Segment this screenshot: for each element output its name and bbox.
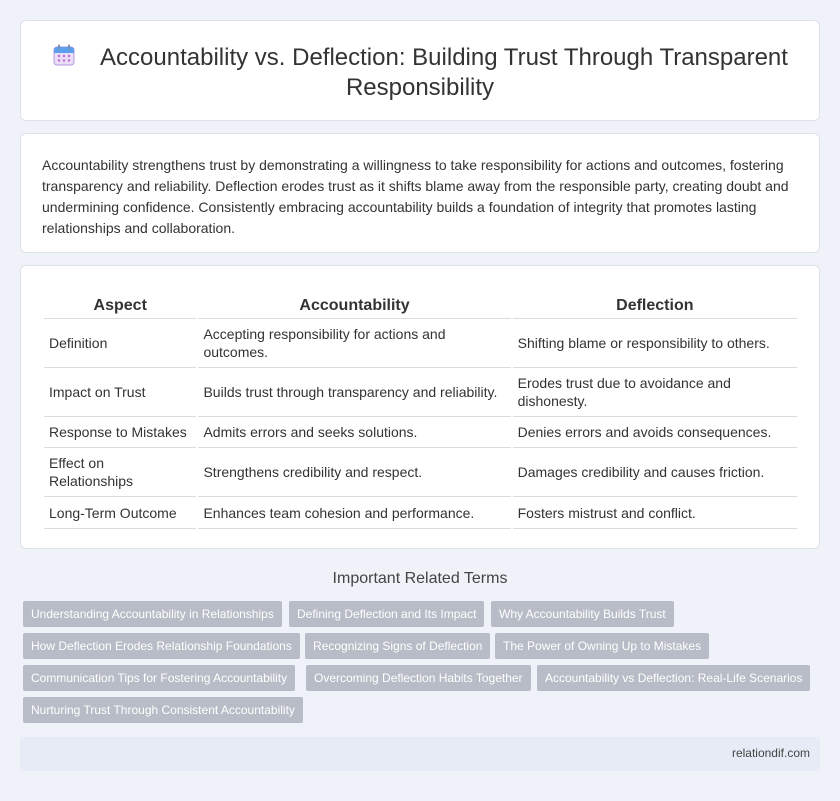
site-name[interactable]: relationdif.com <box>731 746 810 760</box>
intro-card <box>20 133 820 253</box>
page-title <box>21 43 819 103</box>
table-cell: Definition <box>44 319 196 368</box>
table-row <box>44 368 797 417</box>
related-term-link[interactable]: Recognizing Signs of Deflection <box>305 633 490 659</box>
calendar-icon <box>52 43 76 67</box>
table-cell: Response to Mistakes <box>44 417 196 448</box>
table-cell: Fosters mistrust and conflict. <box>513 497 797 529</box>
related-terms-title: Important Related Terms <box>332 570 508 587</box>
intro-paragraph: Accountability strengthens trust by demonstrating a willingness to take responsibility for actions and outcomes, fostering transparency and reliability. Deflection erodes trust as it shifts blame away from the responsible party, creating doubt and undermining confidence. Consistently embracing accountability builds a foundation of integrity that promotes lasting relationships and collaboration. <box>42 157 789 236</box>
footer <box>20 737 820 771</box>
table-cell: Accepting responsibility for actions and outcomes. <box>198 319 510 368</box>
page-title-text: Accountability vs. Deflection: Building Trust Through Transparent Responsibility <box>100 44 788 101</box>
related-term-link[interactable]: Overcoming Deflection Habits Together <box>306 665 531 691</box>
related-term-link[interactable]: The Power of Owning Up to Mistakes <box>495 633 709 659</box>
table-cell: Erodes trust due to avoidance and dishonesty. <box>513 368 797 417</box>
table-cell: Strengthens credibility and respect. <box>198 448 510 497</box>
related-term-link[interactable]: Why Accountability Builds Trust <box>491 601 674 627</box>
related-term-link[interactable]: Understanding Accountability in Relationships <box>23 601 282 627</box>
related-term-link[interactable]: Nurturing Trust Through Consistent Accountability <box>23 697 303 723</box>
comparison-table <box>42 292 799 529</box>
table-cell: Enhances team cohesion and performance. <box>198 497 510 529</box>
header-deflection: Deflection <box>513 292 797 319</box>
table-row <box>44 497 797 529</box>
table-row <box>44 319 797 368</box>
comparison-card <box>20 265 820 549</box>
table-cell: Builds trust through transparency and reliability. <box>198 368 510 417</box>
related-term-link[interactable]: How Deflection Erodes Relationship Foundations <box>23 633 300 659</box>
table-header-row <box>44 292 797 319</box>
header-card <box>20 20 820 121</box>
header-aspect: Aspect <box>44 292 196 319</box>
related-term-link[interactable]: Defining Deflection and Its Impact <box>289 601 484 627</box>
table-cell: Admits errors and seeks solutions. <box>198 417 510 448</box>
table-row <box>44 417 797 448</box>
table-cell: Impact on Trust <box>44 368 196 417</box>
table-cell: Long-Term Outcome <box>44 497 196 529</box>
related-term-link[interactable]: Communication Tips for Fostering Accountability <box>23 665 295 691</box>
related-term-link[interactable]: Accountability vs Deflection: Real-Life Scenarios <box>537 665 810 691</box>
table-cell: Effect on Relationships <box>44 448 196 497</box>
table-cell: Denies errors and avoids consequences. <box>513 417 797 448</box>
table-cell: Shifting blame or responsibility to others. <box>513 319 797 368</box>
table-row <box>44 448 797 497</box>
header-accountability: Accountability <box>198 292 510 319</box>
table-cell: Damages credibility and causes friction. <box>513 448 797 497</box>
